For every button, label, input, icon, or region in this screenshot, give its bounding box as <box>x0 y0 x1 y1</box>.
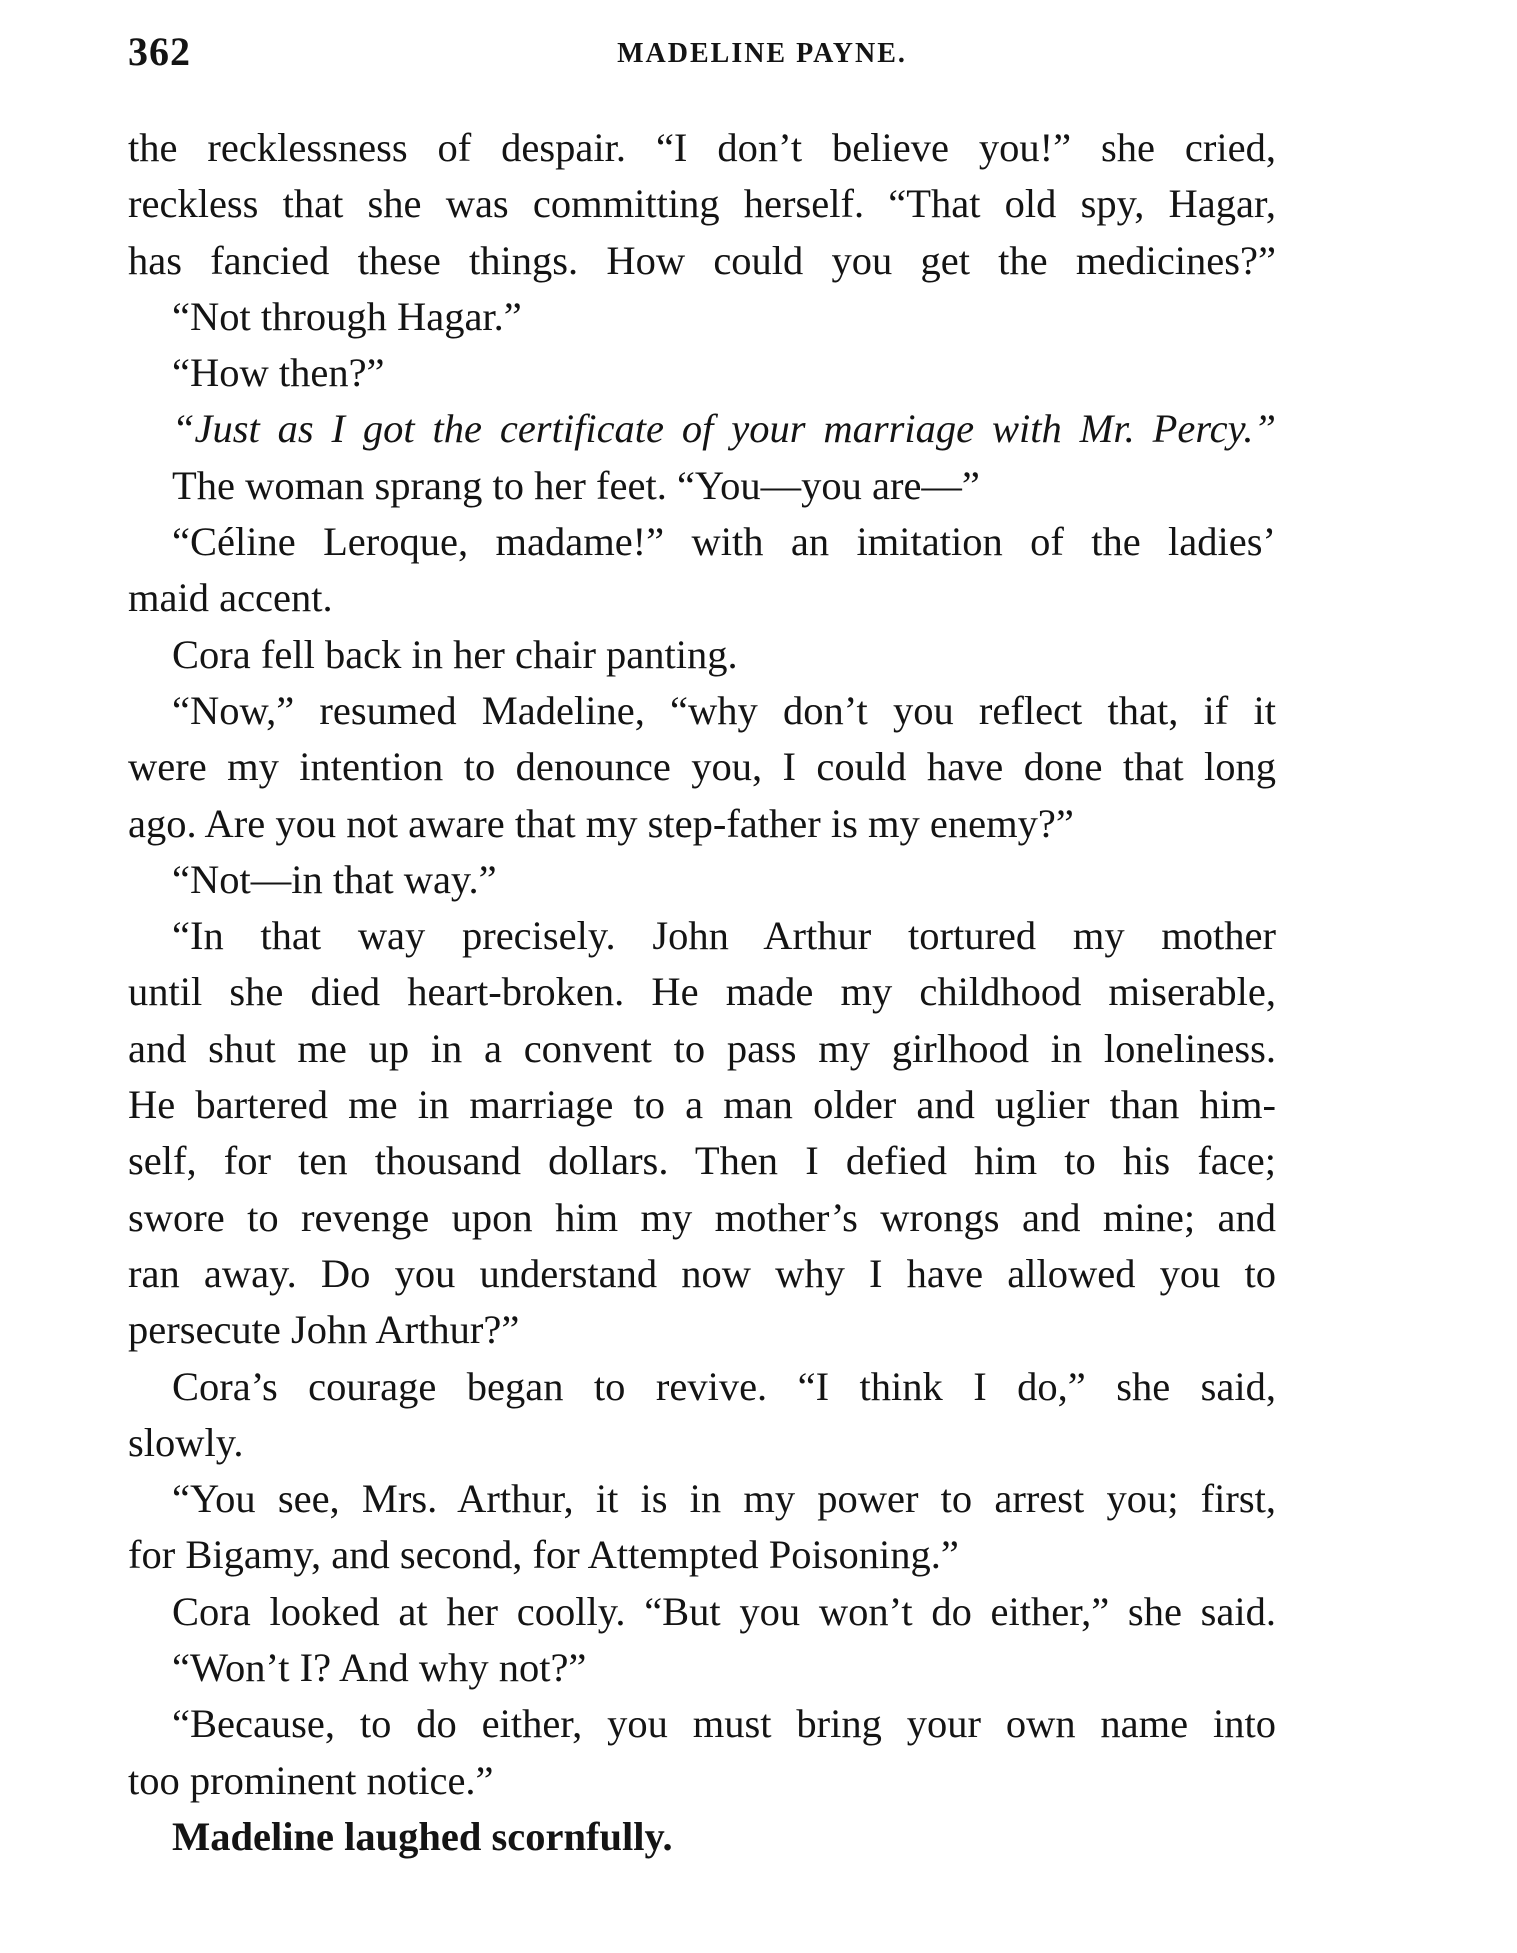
running-title: MADELINE PAYNE. <box>617 38 907 69</box>
text-line: were my intention to denounce you, I could have done that long <box>128 744 1276 790</box>
body-text <box>128 120 1276 1865</box>
text-line: reckless that she was committing herself. “That old spy, Hagar, <box>128 181 1276 227</box>
text-line: Cora’s courage began to revive. “I think I do,” she said, <box>172 1363 1276 1409</box>
text-line: “You see, Mrs. Arthur, it is in my power to arrest you; first, <box>172 1476 1276 1522</box>
text-line: self, for ten thousand dollars. Then I defied him to his face; <box>128 1138 1276 1184</box>
text-line: “Now,” resumed Madeline, “why don’t you reflect that, if it <box>172 687 1276 733</box>
text-line: too prominent notice.” <box>128 1757 494 1803</box>
text-line: He bartered me in marriage to a man older and uglier than him- <box>128 1082 1276 1128</box>
running-head <box>128 28 1276 78</box>
text-line: “Just as I got the certificate of your marriage with Mr. Percy.” <box>172 406 1276 452</box>
text-line: Madeline laughed scornfully. <box>172 1813 673 1859</box>
text-line: has fancied these things. How could you get the medicines?” <box>128 237 1276 283</box>
text-line: slowly. <box>128 1419 244 1465</box>
text-line: persecute John Arthur?” <box>128 1307 520 1353</box>
text-line: for Bigamy, and second, for Attempted Poisoning.” <box>128 1532 959 1578</box>
page-number: 362 <box>128 29 191 74</box>
text-line: “Won’t I? And why not?” <box>172 1645 587 1691</box>
text-line: until she died heart-broken. He made my childhood miserable, <box>128 969 1276 1015</box>
text-line: Cora fell back in her chair panting. <box>172 631 738 677</box>
text-line: The woman sprang to her feet. “You—you are—” <box>172 462 980 508</box>
text-line: maid accent. <box>128 575 333 621</box>
text-line: and shut me up in a convent to pass my girlhood in loneliness. <box>128 1025 1276 1071</box>
text-line: swore to revenge upon him my mother’s wrongs and mine; and <box>128 1194 1276 1240</box>
text-line: “Because, to do either, you must bring your own name into <box>172 1701 1276 1747</box>
text-line: “Not—in that way.” <box>172 856 497 902</box>
text-line: ago. Are you not aware that my step-father is my enemy?” <box>128 800 1074 846</box>
text-line: “In that way precisely. John Arthur tortured my mother <box>172 913 1276 959</box>
text-line: Cora looked at her coolly. “But you won’t do either,” she said. <box>172 1588 1276 1634</box>
text-line: “How then?” <box>172 350 385 396</box>
text-line: the recklessness of despair. “I don’t believe you!” she cried, <box>128 125 1276 170</box>
text-line: ran away. Do you understand now why I have allowed you to <box>128 1250 1276 1296</box>
text-line: “Not through Hagar.” <box>172 293 522 339</box>
text-line: “Céline Leroque, madame!” with an imitation of the ladies’ <box>172 519 1276 565</box>
